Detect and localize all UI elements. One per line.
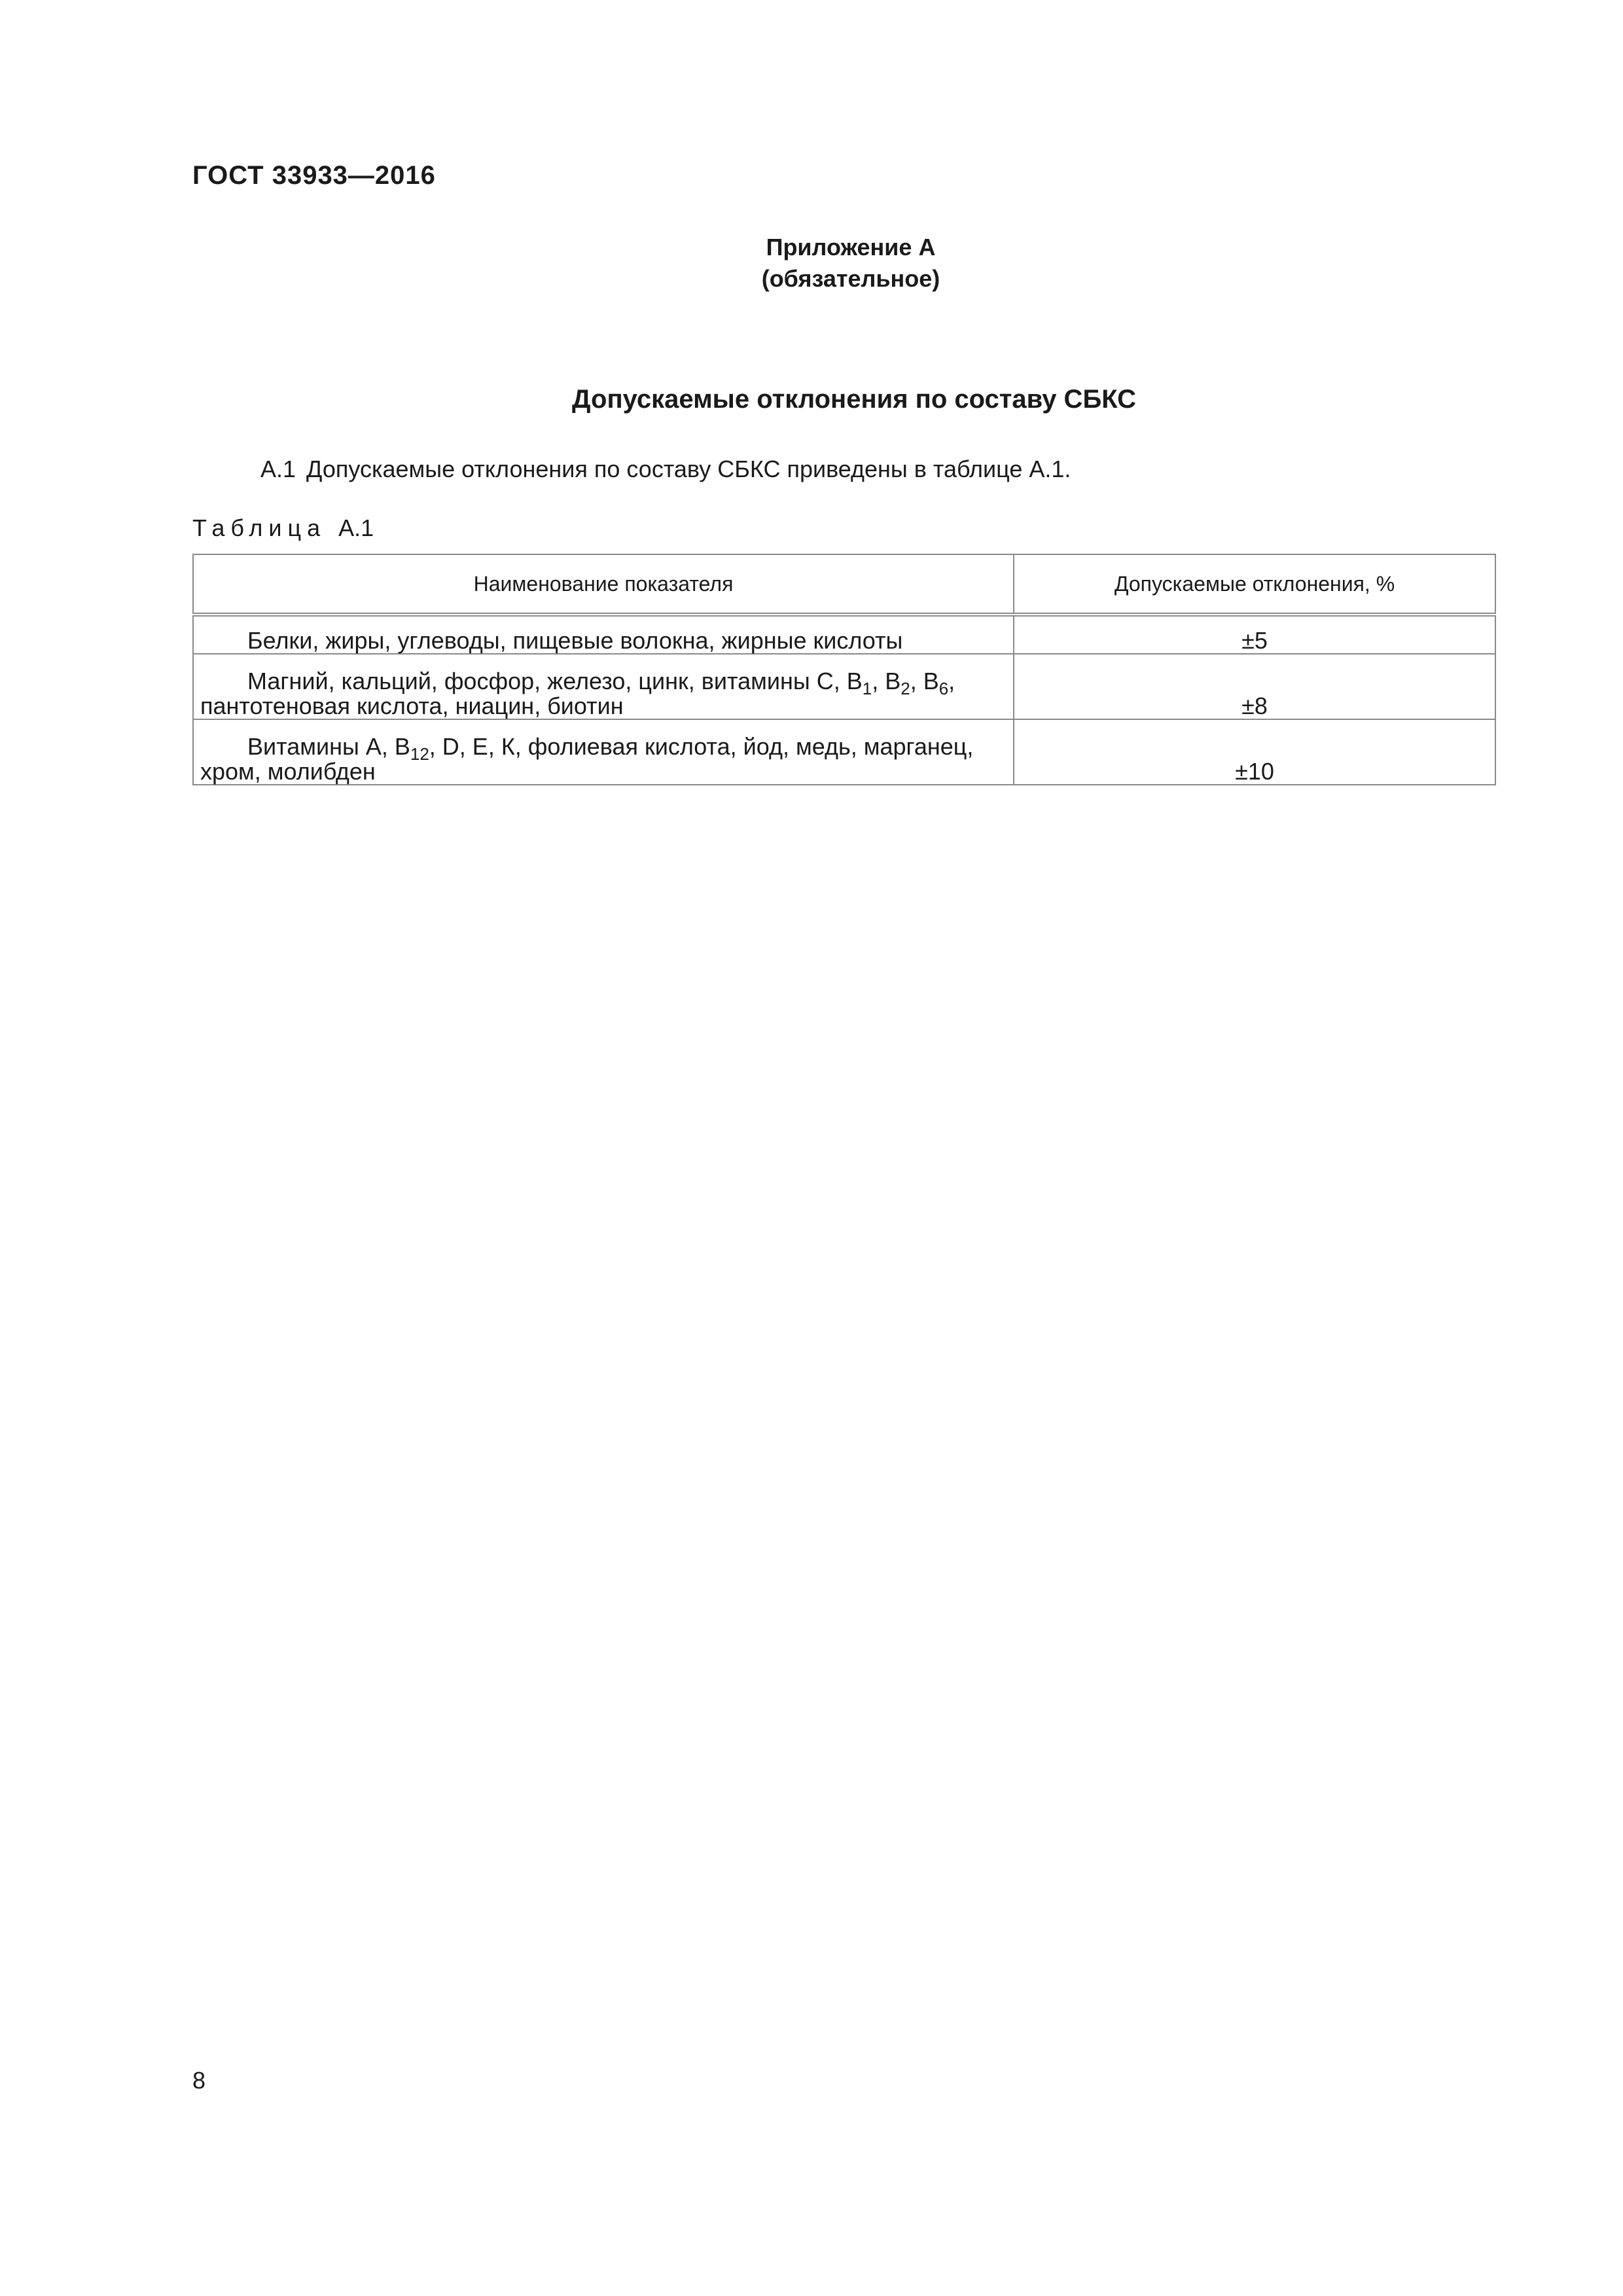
row-name-cell <box>193 654 1014 719</box>
subscript: 2 <box>901 679 910 698</box>
appendix-heading <box>0 232 1623 295</box>
row-name-text-line1: Витамины А, В <box>247 733 410 760</box>
row-value-cell: ±5 <box>1014 615 1495 654</box>
table-row <box>193 719 1495 785</box>
paragraph-number: А.1 <box>260 456 296 482</box>
paragraph-a1 <box>260 456 1071 483</box>
appendix-status: (обязательное) <box>761 265 940 292</box>
row-name-text: Белки, жиры, углеводы, пищевые волокна, жирные кислоты <box>247 627 903 654</box>
subscript: 1 <box>862 679 872 698</box>
table-header-row <box>193 554 1495 615</box>
table-row <box>193 615 1495 654</box>
row-name-text-line1: Магний, кальций, фосфор, железо, цинк, витамины С, В <box>247 668 863 694</box>
appendix-title: Приложение А <box>766 234 936 260</box>
row-value-cell: ±10 <box>1014 719 1495 785</box>
paragraph-text: Допускаемые отклонения по составу СБКС приведены в таблице А.1. <box>306 456 1071 482</box>
table-row <box>193 654 1495 719</box>
column-header-name: Наименование показателя <box>193 554 1014 615</box>
subscript: 12 <box>410 744 429 764</box>
page-number: 8 <box>192 2067 206 2094</box>
table-caption <box>192 514 374 542</box>
separator: , В <box>872 668 901 694</box>
document-code: ГОСТ 33933—2016 <box>192 161 436 190</box>
table-caption-number: А.1 <box>338 514 374 541</box>
deviation-table <box>192 554 1496 785</box>
section-title <box>0 385 1623 414</box>
row-name-text-line2: пантотеновая кислота, ниацин, биотин <box>200 692 624 719</box>
row-name-cell <box>193 719 1014 785</box>
row-name-cell <box>193 615 1014 654</box>
row-value-cell: ±8 <box>1014 654 1495 719</box>
separator: , В <box>910 668 939 694</box>
subscript: 6 <box>938 679 949 698</box>
row-name-text-line2: хром, молибден <box>200 758 376 785</box>
column-header-deviation: Допускаемые отклонения, % <box>1014 554 1495 615</box>
section-title-text: Допускаемые отклонения по составу СБКС <box>572 385 1136 414</box>
row-name-text-line1-end: , <box>948 668 955 694</box>
row-name-text-line1-end: , D, Е, К, фолиевая кислота, йод, медь, марганец, <box>429 733 974 760</box>
table-caption-word: Таблица <box>192 514 327 541</box>
